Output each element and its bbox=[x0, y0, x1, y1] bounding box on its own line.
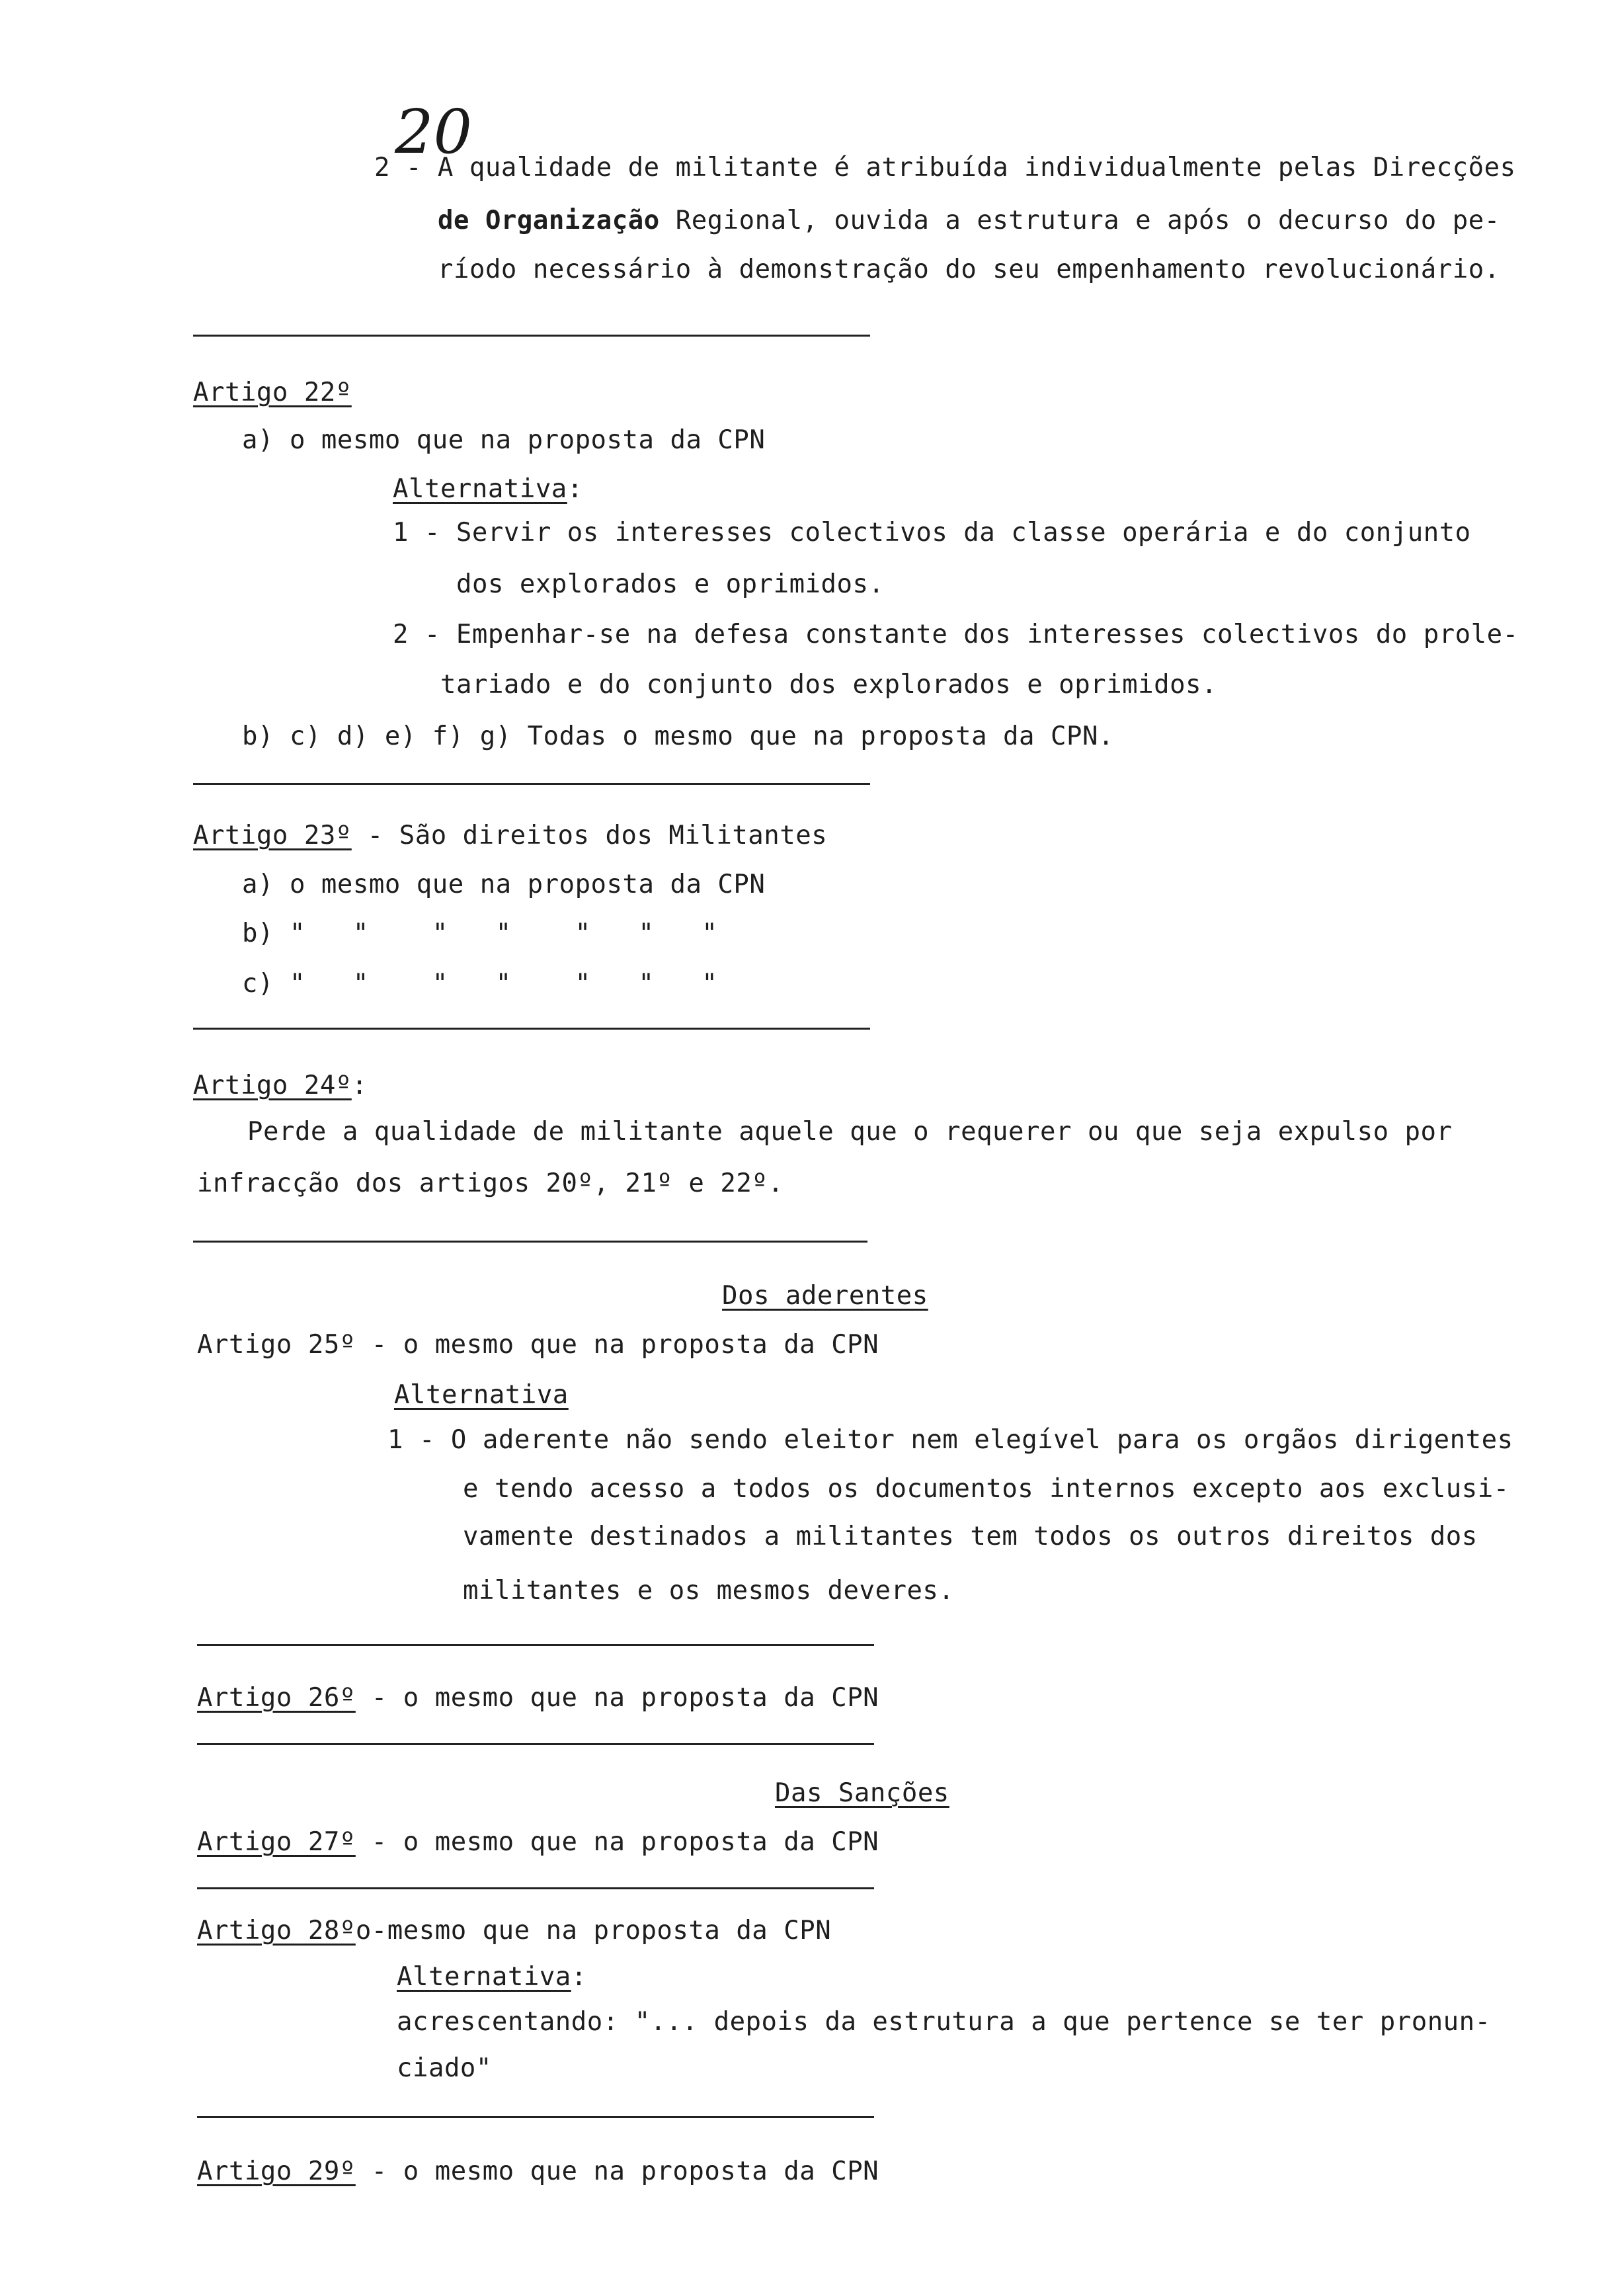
section-sancoes: Das Sanções bbox=[775, 1778, 949, 1808]
art28-alternative-label bbox=[397, 1963, 587, 1992]
art22-alt-text: Alternativa bbox=[393, 474, 567, 504]
art27-rest: - o mesmo que na proposta da CPN bbox=[355, 1827, 879, 1857]
art23-b: b) " " " " " " " bbox=[242, 919, 718, 948]
art28-alt-text: Alternativa bbox=[397, 1962, 571, 1992]
art29-heading: Artigo 29º bbox=[197, 2156, 356, 2186]
art29-line bbox=[197, 2157, 879, 2186]
art24-line-1: Perde a qualidade de militante aquele que o requerer ou que seja expulso por bbox=[247, 1117, 1453, 1147]
art28-rest: o-mesmo que na proposta da CPN bbox=[355, 1916, 832, 1946]
page-number: 20 bbox=[395, 97, 473, 167]
divider bbox=[193, 1241, 867, 1243]
art28-alt-colon: : bbox=[571, 1962, 587, 1992]
divider bbox=[197, 1644, 874, 1646]
art22-alt-colon: : bbox=[567, 474, 583, 504]
art22-rest: b) c) d) e) f) g) Todas o mesmo que na proposta da CPN. bbox=[242, 721, 1114, 751]
divider bbox=[193, 1028, 870, 1030]
art22-alternative-label bbox=[393, 475, 583, 504]
art22-heading: Artigo 22º bbox=[193, 378, 352, 407]
art24-heading-colon: : bbox=[351, 1071, 368, 1100]
art25-line-4: militantes e os mesmos deveres. bbox=[463, 1576, 955, 1606]
art23-c: c) " " " " " " " bbox=[242, 969, 718, 999]
art25-heading: Artigo 25º - o mesmo que na proposta da CPN bbox=[197, 1330, 879, 1360]
art25-alternative-label: Alternativa bbox=[394, 1380, 569, 1410]
art23-heading-line bbox=[193, 821, 827, 850]
intro-line-2-rest: Regional, ouvida a estrutura e após o decurso do pe- bbox=[659, 206, 1500, 235]
art24-line-2: infracção dos artigos 20º, 21º e 22º. bbox=[197, 1168, 784, 1198]
art27-heading: Artigo 27º bbox=[197, 1827, 356, 1857]
divider bbox=[197, 1743, 874, 1745]
art26-heading: Artigo 26º bbox=[197, 1683, 356, 1713]
intro-bold-text: de Organização bbox=[438, 206, 660, 235]
art26-rest: - o mesmo que na proposta da CPN bbox=[355, 1683, 879, 1713]
divider bbox=[193, 783, 870, 785]
divider bbox=[197, 2116, 874, 2118]
art28-line-1: acrescentando: "... depois da estrutura a que pertence se ter pronun- bbox=[397, 2007, 1491, 2037]
art25-line-2: e tendo acesso a todos os documentos internos excepto aos exclusi- bbox=[463, 1474, 1509, 1504]
art22-item2-line2: tariado e do conjunto dos explorados e oprimidos. bbox=[440, 670, 1218, 700]
art22-item1-line1: 1 - Servir os interesses colectivos da classe operária e do conjunto bbox=[393, 518, 1471, 548]
art26-line bbox=[197, 1684, 879, 1713]
art24-heading-line bbox=[193, 1071, 368, 1100]
art25-line-1: 1 - O aderente não sendo eleitor nem elegível para os orgãos dirigentes bbox=[387, 1425, 1513, 1455]
art22-item2-line1: 2 - Empenhar-se na defesa constante dos interesses colectivos do prole- bbox=[393, 620, 1519, 649]
art22-a: a) o mesmo que na proposta da CPN bbox=[242, 425, 766, 455]
art29-rest: - o mesmo que na proposta da CPN bbox=[355, 2156, 879, 2186]
art23-heading: Artigo 23º bbox=[193, 821, 352, 850]
art28-line bbox=[197, 1916, 831, 1946]
divider bbox=[193, 335, 870, 337]
art27-line bbox=[197, 1828, 879, 1857]
divider bbox=[197, 1887, 874, 1889]
art28-heading: Artigo 28º bbox=[197, 1916, 356, 1946]
art24-heading: Artigo 24º bbox=[193, 1071, 352, 1100]
art25-line-3: vamente destinados a militantes tem todos os outros direitos dos bbox=[463, 1522, 1478, 1551]
art23-heading-rest: - São direitos dos Militantes bbox=[351, 821, 828, 850]
intro-line-1: 2 - A qualidade de militante é atribuída individualmente pelas Direcções bbox=[374, 153, 1516, 183]
intro-line-2 bbox=[438, 206, 1500, 235]
section-aderentes: Dos aderentes bbox=[722, 1281, 928, 1311]
art28-line-2: ciado" bbox=[397, 2053, 492, 2083]
art22-item1-line2: dos explorados e oprimidos. bbox=[456, 569, 885, 599]
art23-a: a) o mesmo que na proposta da CPN bbox=[242, 870, 766, 899]
intro-line-3: ríodo necessário à demonstração do seu empenhamento revolucionário. bbox=[438, 255, 1500, 284]
